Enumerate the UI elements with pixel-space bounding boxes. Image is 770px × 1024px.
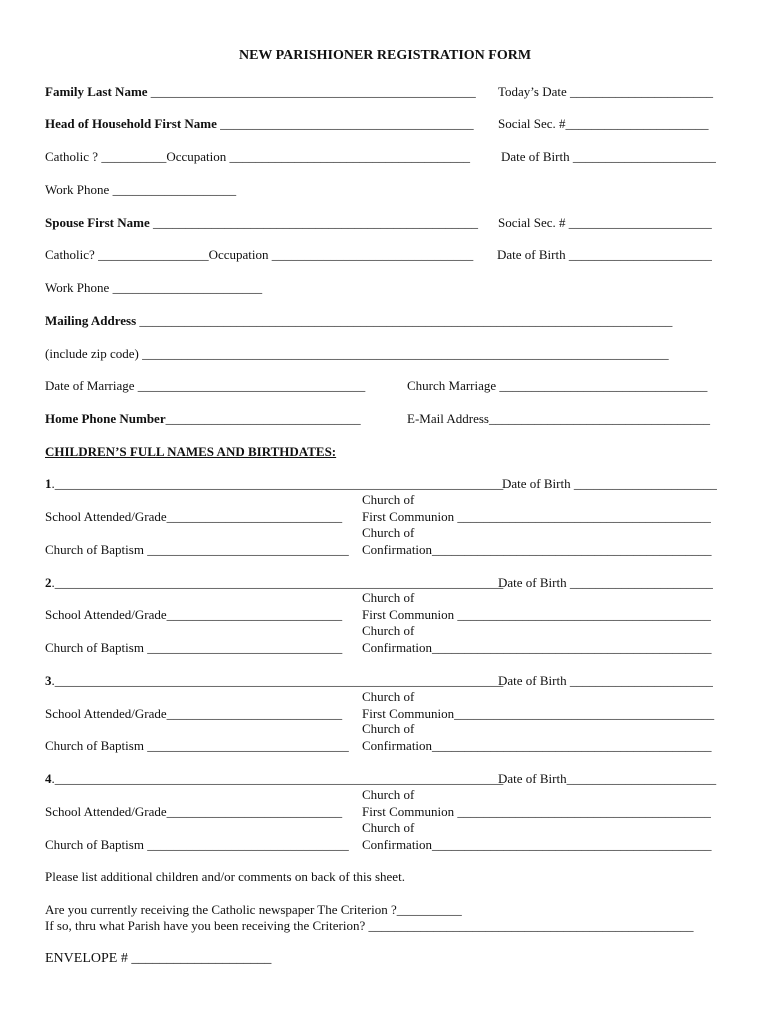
child-1-dob-label: Date of Birth [502, 476, 571, 491]
catholic-label: Catholic ? [45, 149, 99, 164]
catholic-field[interactable]: __________ [101, 149, 167, 164]
form-title: NEW PARISHIONER REGISTRATION FORM [238, 48, 532, 63]
child-1-baptism-row [45, 542, 349, 558]
criterion-parish-field[interactable]: __________________________________________________ [368, 918, 694, 933]
child-4-first-communion-field[interactable]: _______________________________________ [457, 804, 711, 819]
child-1-church-of-2-label: Church of [362, 525, 415, 540]
mailing-address-field[interactable]: __________________________________________________________________________________ [139, 313, 673, 328]
home-phone-row [45, 411, 361, 427]
child-4-baptism-row [45, 837, 349, 853]
child-4-church-of-2-label: Church of [362, 820, 415, 835]
child-3-church-of-2-label: Church of [362, 721, 415, 736]
home-phone-field[interactable]: ______________________________ [165, 411, 361, 426]
work-phone-row [45, 182, 236, 198]
child-2-dot: . [51, 575, 55, 590]
spouse-catholic-label: Catholic? [45, 247, 95, 262]
child-1-church-of-label: Church of [362, 492, 415, 507]
criterion-parish-label: If so, thru what Parish have you been receiving the Criterion? [45, 918, 366, 933]
child-2-school-label: School Attended/Grade [45, 607, 167, 622]
todays-date-row [498, 84, 713, 100]
todays-date-field[interactable]: ______________________ [570, 84, 714, 99]
criterion-parish-row [45, 918, 693, 934]
child-4-dob-row [498, 771, 716, 787]
child-3-school-row [45, 706, 342, 722]
child-3-baptism-row [45, 738, 349, 754]
child-4-school-field[interactable]: ___________________________ [166, 804, 343, 819]
family-last-name-row [45, 84, 476, 100]
child-1-number: 1 [45, 476, 52, 491]
church-marriage-row [407, 378, 707, 394]
child-4-dob-label: Date of Birth [498, 771, 567, 786]
child-3-dob-field[interactable]: ______________________ [569, 673, 713, 688]
social-sec-label: Social Sec. # [498, 116, 566, 131]
child-1-confirmation-field[interactable]: ___________________________________________ [432, 542, 712, 557]
child-2-name-row [45, 575, 503, 591]
child-3-confirmation-row [362, 738, 712, 754]
child-2-first-communion-label: First Communion [362, 607, 455, 622]
criterion-question-row [45, 902, 462, 918]
child-2-name-field[interactable]: _____________________________________________________________________ [54, 575, 504, 590]
spouse-work-phone-label: Work Phone [45, 280, 110, 295]
work-phone-field[interactable]: ___________________ [112, 182, 237, 197]
child-3-number: 3 [45, 673, 52, 688]
dob-row [501, 149, 716, 165]
spouse-dob-field[interactable]: ______________________ [568, 247, 712, 262]
occupation-field[interactable]: _____________________________________ [229, 149, 470, 164]
child-3-name-field[interactable]: _____________________________________________________________________ [54, 673, 504, 688]
zip-code-field[interactable]: _________________________________________________________________________________ [142, 346, 669, 361]
child-1-school-field[interactable]: ___________________________ [166, 509, 343, 524]
spouse-occupation-label: Occupation [208, 247, 269, 262]
child-4-confirmation-label: Confirmation [362, 837, 433, 852]
child-1-dob-row [502, 476, 717, 492]
church-marriage-label: Church Marriage [407, 378, 497, 393]
child-4-first-communion-row [362, 804, 711, 820]
spouse-first-name-label: Spouse First Name [45, 215, 150, 230]
child-3-first-communion-row [362, 706, 714, 722]
children-heading: CHILDREN’S FULL NAMES AND BIRTHDATES: [45, 444, 337, 459]
child-3-school-label: School Attended/Grade [45, 706, 167, 721]
date-of-marriage-field[interactable]: ___________________________________ [137, 378, 366, 393]
child-2-confirmation-label: Confirmation [362, 640, 433, 655]
envelope-field[interactable]: ____________________ [131, 951, 272, 966]
child-2-baptism-row [45, 640, 342, 656]
child-1-first-communion-row [362, 509, 711, 525]
spouse-first-name-row [45, 215, 478, 231]
work-phone-label: Work Phone [45, 182, 110, 197]
email-field[interactable]: __________________________________ [488, 411, 710, 426]
child-3-baptism-label: Church of Baptism [45, 738, 144, 753]
head-first-name-label: Head of Household First Name [45, 116, 217, 131]
child-3-dob-label: Date of Birth [498, 673, 567, 688]
child-4-name-row [45, 771, 503, 787]
child-4-church-of-label: Church of [362, 787, 415, 802]
child-1-baptism-field[interactable]: _______________________________ [147, 542, 349, 557]
child-2-church-of-2-label: Church of [362, 623, 415, 638]
child-3-confirmation-label: Confirmation [362, 738, 433, 753]
zip-code-label: (include zip code) [45, 346, 139, 361]
head-first-name-row [45, 116, 474, 132]
child-2-confirmation-field[interactable]: ___________________________________________ [432, 640, 712, 655]
criterion-question-field[interactable]: __________ [396, 902, 462, 917]
catholic-occupation-row [45, 149, 470, 165]
spouse-occupation-field[interactable]: _______________________________ [271, 247, 474, 262]
mailing-address-row [45, 313, 672, 329]
child-3-name-row [45, 673, 503, 689]
child-1-dob-field[interactable]: ______________________ [573, 476, 717, 491]
zip-code-row [45, 346, 669, 362]
social-sec-field[interactable]: ______________________ [565, 116, 709, 131]
child-3-confirmation-field[interactable]: ___________________________________________ [432, 738, 712, 753]
spouse-work-phone-row [45, 280, 262, 296]
spouse-dob-row [497, 247, 712, 263]
child-2-church-of-label: Church of [362, 590, 415, 605]
church-marriage-field[interactable]: ________________________________ [499, 378, 708, 393]
child-1-name-field[interactable]: _____________________________________________________________________ [54, 476, 504, 491]
spouse-social-sec-label: Social Sec. # [498, 215, 566, 230]
child-2-confirmation-row [362, 640, 712, 656]
spouse-work-phone-field[interactable]: _______________________ [112, 280, 263, 295]
child-3-dot: . [51, 673, 55, 688]
child-4-dob-field[interactable]: _______________________ [566, 771, 717, 786]
child-4-baptism-label: Church of Baptism [45, 837, 144, 852]
envelope-row [45, 951, 271, 967]
child-4-confirmation-row [362, 837, 712, 853]
child-1-confirmation-label: Confirmation [362, 542, 433, 557]
criterion-question-label: Are you currently receiving the Catholic newspaper The Criterion ? [45, 902, 397, 917]
child-1-confirmation-row [362, 542, 712, 558]
child-2-dob-row [498, 575, 713, 591]
child-4-name-field[interactable]: _____________________________________________________________________ [54, 771, 504, 786]
mailing-address-label: Mailing Address [45, 313, 137, 328]
email-label: E-Mail Address [407, 411, 489, 426]
child-4-dot: . [51, 771, 55, 786]
spouse-social-sec-row [498, 215, 712, 231]
home-phone-label: Home Phone Number [45, 411, 166, 426]
child-1-dot: . [51, 476, 55, 491]
family-last-name-label: Family Last Name [45, 84, 148, 99]
child-2-dob-field[interactable]: ______________________ [569, 575, 713, 590]
email-row [407, 411, 710, 427]
todays-date-label: Today’s Date [498, 84, 567, 99]
child-2-baptism-label: Church of Baptism [45, 640, 144, 655]
child-4-baptism-field[interactable]: _______________________________ [147, 837, 349, 852]
child-3-dob-row [498, 673, 713, 689]
spouse-catholic-field[interactable]: _________________ [98, 247, 209, 262]
child-2-school-field[interactable]: ___________________________ [166, 607, 343, 622]
child-2-dob-label: Date of Birth [498, 575, 567, 590]
head-first-name-field[interactable]: _______________________________________ [220, 116, 474, 131]
spouse-social-sec-field[interactable]: ______________________ [568, 215, 712, 230]
social-sec-row [498, 116, 709, 132]
child-3-church-of-label: Church of [362, 689, 415, 704]
child-4-confirmation-field[interactable]: ___________________________________________ [432, 837, 712, 852]
dob-label: Date of Birth [501, 149, 570, 164]
child-3-first-communion-label: First Communion [362, 706, 455, 721]
child-2-first-communion-row [362, 607, 711, 623]
envelope-label: ENVELOPE # [45, 951, 128, 966]
child-3-school-field[interactable]: ___________________________ [166, 706, 343, 721]
child-2-number: 2 [45, 575, 52, 590]
spouse-catholic-occupation-row [45, 247, 473, 263]
child-2-first-communion-field[interactable]: _______________________________________ [457, 607, 711, 622]
child-2-school-row [45, 607, 342, 623]
child-1-baptism-label: Church of Baptism [45, 542, 144, 557]
spouse-first-name-field[interactable]: __________________________________________________ [152, 215, 478, 230]
date-of-marriage-row [45, 378, 365, 394]
child-4-number: 4 [45, 771, 52, 786]
child-1-name-row [45, 476, 503, 492]
child-1-first-communion-field[interactable]: _______________________________________ [457, 509, 711, 524]
child-1-school-label: School Attended/Grade [45, 509, 167, 524]
child-4-first-communion-label: First Communion [362, 804, 455, 819]
family-last-name-field[interactable]: __________________________________________________ [150, 84, 476, 99]
child-4-school-row [45, 804, 342, 820]
child-2-baptism-field[interactable]: ______________________________ [147, 640, 343, 655]
child-1-first-communion-label: First Communion [362, 509, 455, 524]
child-3-baptism-field[interactable]: _______________________________ [147, 738, 349, 753]
date-of-marriage-label: Date of Marriage [45, 378, 135, 393]
child-1-school-row [45, 509, 342, 525]
occupation-label: Occupation [166, 149, 227, 164]
spouse-dob-label: Date of Birth [497, 247, 566, 262]
child-4-school-label: School Attended/Grade [45, 804, 167, 819]
additional-children-note: Please list additional children and/or comments on back of this sheet. [45, 869, 405, 884]
child-3-first-communion-field[interactable]: ________________________________________ [454, 706, 715, 721]
dob-field[interactable]: ______________________ [572, 149, 716, 164]
